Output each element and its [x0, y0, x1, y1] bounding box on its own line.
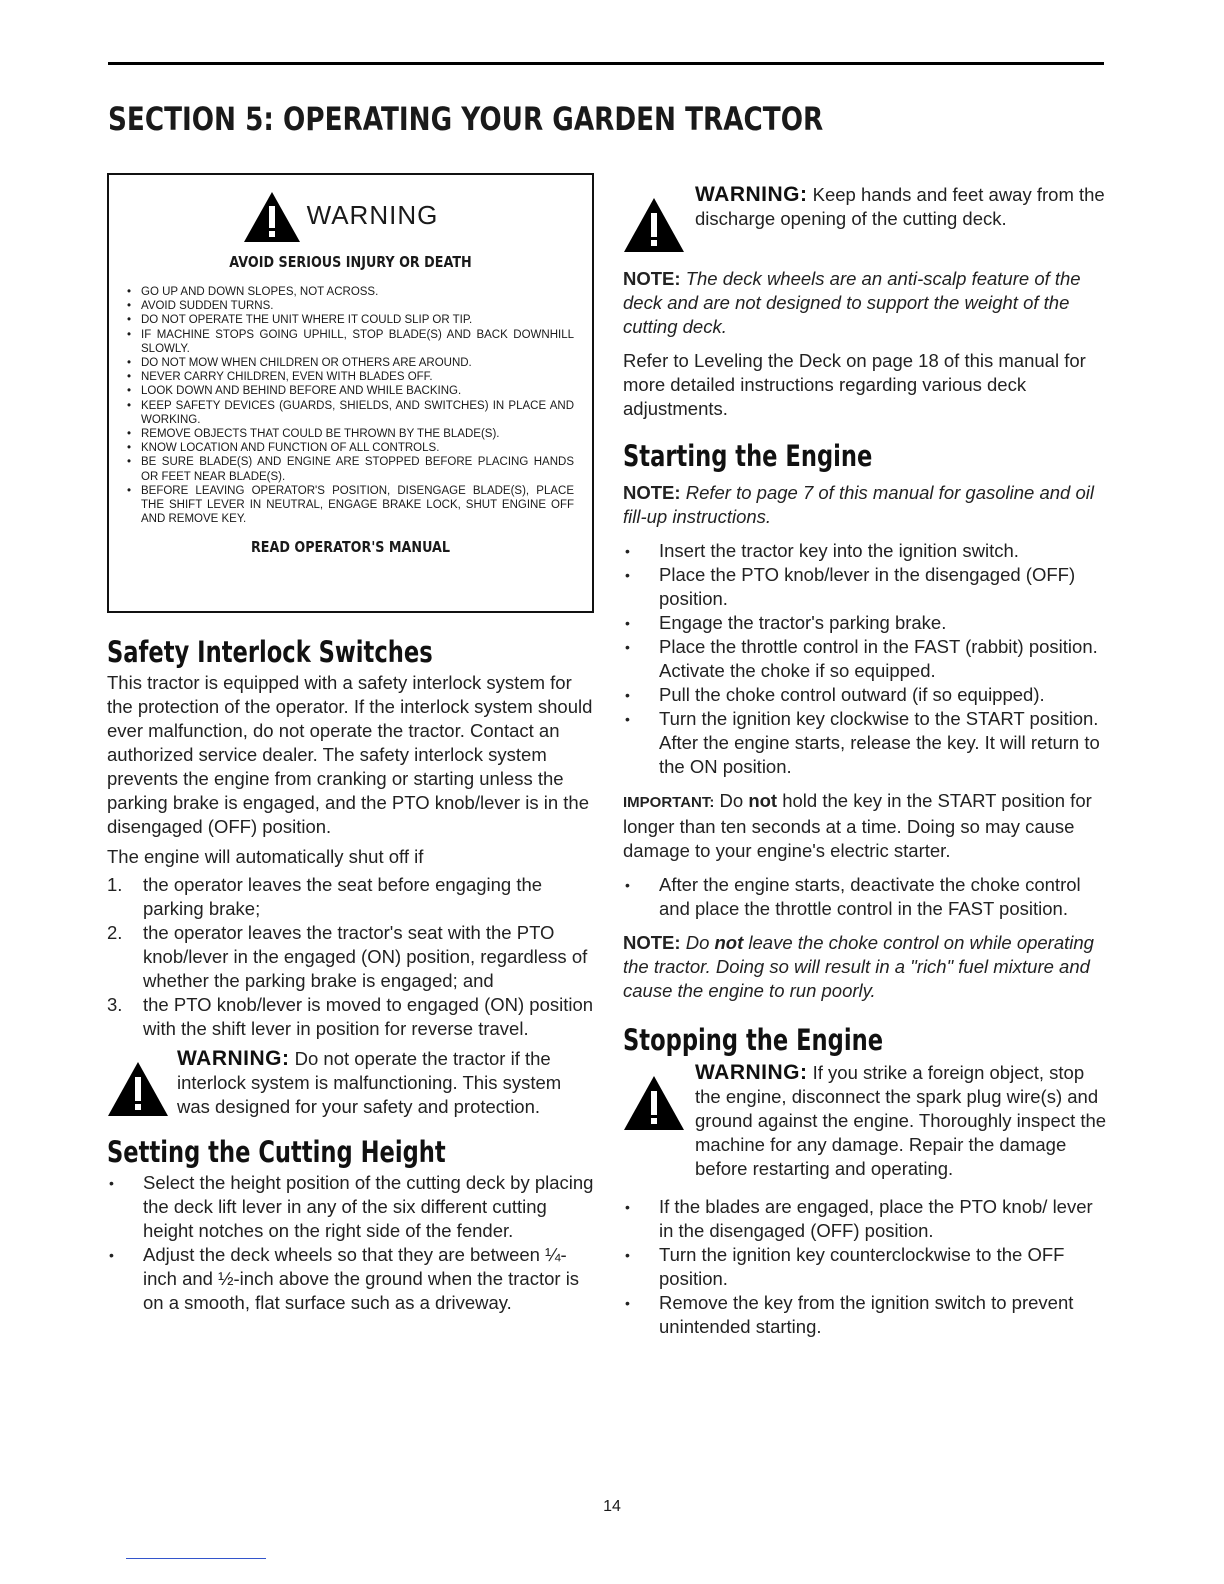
warning-label: WARNING:	[695, 1061, 808, 1084]
list-item: • Select the height position of the cutting deck by placing the deck lift lever in any of the six different cutting height notches on the right side of the fender.	[107, 1171, 595, 1243]
note-paragraph: NOTE: The deck wheels are an anti-scalp feature of the deck and are not designed to support the weight of the cutting deck.	[623, 268, 1081, 337]
list-item: • LOOK DOWN AND BEHIND BEFORE AND WHILE BACKING.	[127, 384, 574, 398]
warning-triangle-icon	[107, 1061, 169, 1117]
cutting-list	[107, 1171, 595, 1315]
list-item: • IF MACHINE STOPS GOING UPHILL, STOP BLADE(S) AND BACK DOWNHILL SLOWLY.	[127, 328, 574, 356]
bottom-link-line	[126, 1558, 266, 1559]
list-item: • KNOW LOCATION AND FUNCTION OF ALL CONTROLS.	[127, 441, 574, 455]
warning-label: WARNING:	[695, 183, 808, 206]
list-item: • REMOVE OBJECTS THAT COULD BE THROWN BY THE BLADE(S).	[127, 427, 574, 441]
list-item: • Remove the key from the ignition switch to prevent unintended starting.	[623, 1291, 1111, 1339]
list-item: • Place the throttle control in the FAST (rabbit) position. Activate the choke if so equipped.	[623, 635, 1111, 683]
right-column	[623, 173, 1111, 1339]
list-item: • DO NOT MOW WHEN CHILDREN OR OTHERS ARE AROUND.	[127, 356, 574, 370]
starting-heading: Starting the Engine	[623, 439, 873, 473]
refer-paragraph: Refer to Leveling the Deck on page 18 of this manual for more detailed instructions regarding various deck adjustments.	[623, 350, 1086, 419]
list-item: • BE SURE BLADE(S) AND ENGINE ARE STOPPED BEFORE PLACING HANDS OR FEET NEAR BLADE(S).	[127, 455, 574, 483]
top-rule	[108, 62, 1104, 65]
stopping-heading: Stopping the Engine	[623, 1023, 884, 1057]
warning-triangle-icon	[243, 191, 301, 243]
list-item: • Adjust the deck wheels so that they are between ¼-inch and ½-inch above the ground when the tractor is on a smooth, flat surface such as a driveway.	[107, 1243, 595, 1315]
warning-label: WARNING:	[177, 1047, 290, 1070]
section-title: SECTION 5: OPERATING YOUR GARDEN TRACTOR	[108, 100, 824, 138]
foreign-object-warning	[623, 1061, 1111, 1181]
cutting-heading: Setting the Cutting Height	[107, 1135, 446, 1169]
list-item: • Insert the tractor key into the ignition switch.	[623, 539, 1111, 563]
list-item: • BEFORE LEAVING OPERATOR'S POSITION, DISENGAGE BLADE(S), PLACE THE SHIFT LEVER IN NEUTRAL, ENGAGE BRAKE LOCK, SHUT ENGINE OFF AND REMOVE KEY.	[127, 484, 574, 527]
starting-list-2	[623, 873, 1111, 921]
list-item: • Place the PTO knob/lever in the disengaged (OFF) position.	[623, 563, 1111, 611]
warning-triangle-icon	[623, 197, 685, 253]
list-item: • AVOID SUDDEN TURNS.	[127, 299, 574, 313]
stopping-list	[623, 1195, 1111, 1339]
left-column	[107, 173, 595, 1315]
warning-box	[107, 173, 594, 613]
warning-heading: WARNING	[306, 200, 439, 230]
discharge-warning	[623, 183, 1111, 253]
note-paragraph: NOTE: Do not leave the choke control on while operating the tractor. Doing so will result in a "rich" fuel mixture and cause the engine to run poorly.	[623, 932, 1094, 1001]
warning-box-header	[107, 191, 574, 243]
shutoff-list	[107, 873, 595, 1041]
list-item: 2. the operator leaves the tractor's seat with the PTO knob/lever in the engaged (ON) position, regardless of whether the parking brake is engaged; and	[107, 922, 588, 991]
interlock-warning	[107, 1047, 595, 1119]
list-item: • GO UP AND DOWN SLOPES, NOT ACROSS.	[127, 285, 574, 299]
list-item: • Pull the choke control outward (if so equipped).	[623, 683, 1111, 707]
list-item: • Turn the ignition key clockwise to the START position. After the engine starts, release the key. It will return to the ON position.	[623, 707, 1111, 779]
list-item: • Turn the ignition key counterclockwise to the OFF position.	[623, 1243, 1111, 1291]
list-item: 3. the PTO knob/lever is moved to engaged (ON) position with the shift lever in position for reverse travel.	[107, 994, 594, 1039]
safety-paragraph: This tractor is equipped with a safety interlock system for the protection of the operator. If the interlock system should ever malfunction, do not operate the tractor. Contact an authorized service dealer. The safety interlock system prevents the engine from cranking or starting unless the parking brake is engaged, and the PTO knob/lever is in the disengaged (OFF) position.	[107, 672, 593, 837]
warning-text: If you strike a foreign object, stop the engine, disconnect the spark plug wire(s) and ground against the engine. Thoroughly inspect the machine for any damage. Repair the damage before restarting and operating.	[695, 1062, 1107, 1179]
starting-list	[623, 539, 1111, 779]
warning-text: Do not operate the tractor if the interlock system is malfunctioning. This system was designed for your safety and protection.	[177, 1048, 562, 1117]
safety-heading: Safety Interlock Switches	[107, 635, 433, 669]
list-item: 1. the operator leaves the seat before engaging the parking brake;	[107, 874, 543, 919]
warning-list	[127, 285, 574, 526]
page-number: 14	[603, 1498, 621, 1515]
list-item: • KEEP SAFETY DEVICES (GUARDS, SHIELDS, AND SWITCHES) IN PLACE AND WORKING.	[127, 399, 574, 427]
list-item: • If the blades are engaged, place the PTO knob/ lever in the disengaged (OFF) position.	[623, 1195, 1111, 1243]
warning-triangle-icon	[623, 1075, 685, 1131]
list-item: • After the engine starts, deactivate the choke control and place the throttle control in the FAST position.	[623, 873, 1111, 921]
important-paragraph: IMPORTANT: Do not hold the key in the START position for longer than ten seconds at a time. Doing so may cause damage to your engine's electric starter.	[623, 790, 1092, 861]
list-item: • DO NOT OPERATE THE UNIT WHERE IT COULD SLIP OR TIP.	[127, 313, 574, 327]
list-item: • NEVER CARRY CHILDREN, EVEN WITH BLADES OFF.	[127, 370, 574, 384]
warning-subheading: AVOID SERIOUS INJURY OR DEATH	[229, 253, 472, 271]
safety-paragraph-2: The engine will automatically shut off if	[107, 846, 424, 867]
warning-footer: READ OPERATOR'S MANUAL	[250, 538, 451, 557]
warning-text: Keep hands and feet away from the discharge opening of the cutting deck.	[695, 184, 1105, 229]
list-item: • Engage the tractor's parking brake.	[623, 611, 1111, 635]
note-paragraph: NOTE: Refer to page 7 of this manual for gasoline and oil fill-up instructions.	[623, 482, 1094, 527]
